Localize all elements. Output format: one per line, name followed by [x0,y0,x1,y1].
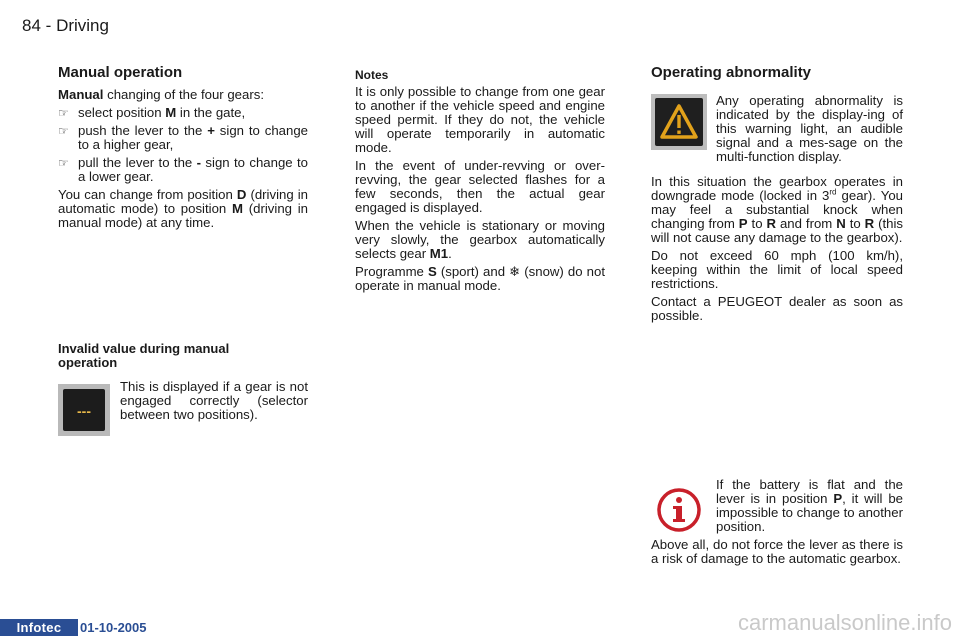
manual-intro: Manual changing of the four gears: [58,87,264,102]
invalid-value-title: Invalid value during manual operation [58,341,230,370]
abnormality-paragraph-3: Do not exceed 60 mph (100 km/h), keeping within the limit of local speed restrictions. [651,248,903,291]
abnormality-paragraph-2: In this situation the gearbox operates in downgrade mode (locked in 3rd gear). You may feel a substantial knock when changing from P to R and from N to R (this will not cause any damage to the gearbox). [651,174,904,245]
pointing-hand-icon: ☞ [58,156,69,170]
notes-paragraph-1: It is only possible to change from one gear to another if the vehicle speed and engine speed permit. If they do not, the vehicle will operate temporarily in automatic mode. [355,84,605,155]
position-change-paragraph: You can change from position D (driving in automatic mode) to position M (driving in manual mode) at any time. [58,187,308,230]
gear-display-icon [58,384,110,436]
invalid-value-block [58,342,278,373]
section-title: Driving [56,16,109,35]
right-column-body [651,175,903,327]
notes-paragraph-2: In the event of under-revving or over-revving, the gear selected flashes for a few seconds, then the actual gear engaged is displayed. [355,158,605,215]
operating-abnormality-title: Operating abnormality [651,64,812,81]
footer-date: 01-10-2005 [80,620,147,635]
middle-column [355,68,605,297]
info-icon [655,486,703,534]
infotec-logo: Infotec [0,619,78,636]
watermark: carmanualsonline.info [737,610,952,635]
notes-paragraph-4: Programme S (sport) and ❄ (snow) do not operate in manual mode. [355,264,605,293]
battery-info-paragraph: If the battery is flat and the lever is in position P, it will be impossible to change to another position. [716,477,904,534]
list-item: ☞ push the lever to the + sign to change to a higher gear, [58,123,308,152]
abnormality-paragraph-1: Any operating abnormality is indicated by the display-ing of this warning light, an audible signal and a mes-sage on the multi-function display. [716,93,903,164]
svg-text:---: --- [77,403,91,419]
page-header [22,16,109,36]
pointing-hand-icon: ☞ [58,124,69,138]
header-separator: - [45,16,52,35]
list-item: ☞ pull the lever to the - sign to change to a lower gear. [58,155,308,184]
abnormality-paragraph-5: Above all, do not force the lever as there is a risk of damage to the automatic gearbox. [651,537,903,566]
notes-title: Notes [355,68,389,82]
pointing-hand-icon: ☞ [58,106,69,120]
invalid-value-text: This is displayed if a gear is not engaged correctly (selector between two positions). [120,379,308,422]
left-column [58,66,308,234]
manual-operation-title: Manual operation [58,64,183,81]
abnormality-paragraph-4: Contact a PEUGEOT dealer as soon as possible. [651,294,903,323]
page-number: 84 [22,16,41,35]
right-column-title-wrap [651,66,903,88]
notes-paragraph-3: When the vehicle is stationary or moving very slowly, the gearbox automatically selects gear M1. [355,218,605,261]
warning-icon [651,94,707,150]
snowflake-icon: ❄ [509,264,521,279]
list-item: ☞ select position M in the gate, [58,105,246,120]
